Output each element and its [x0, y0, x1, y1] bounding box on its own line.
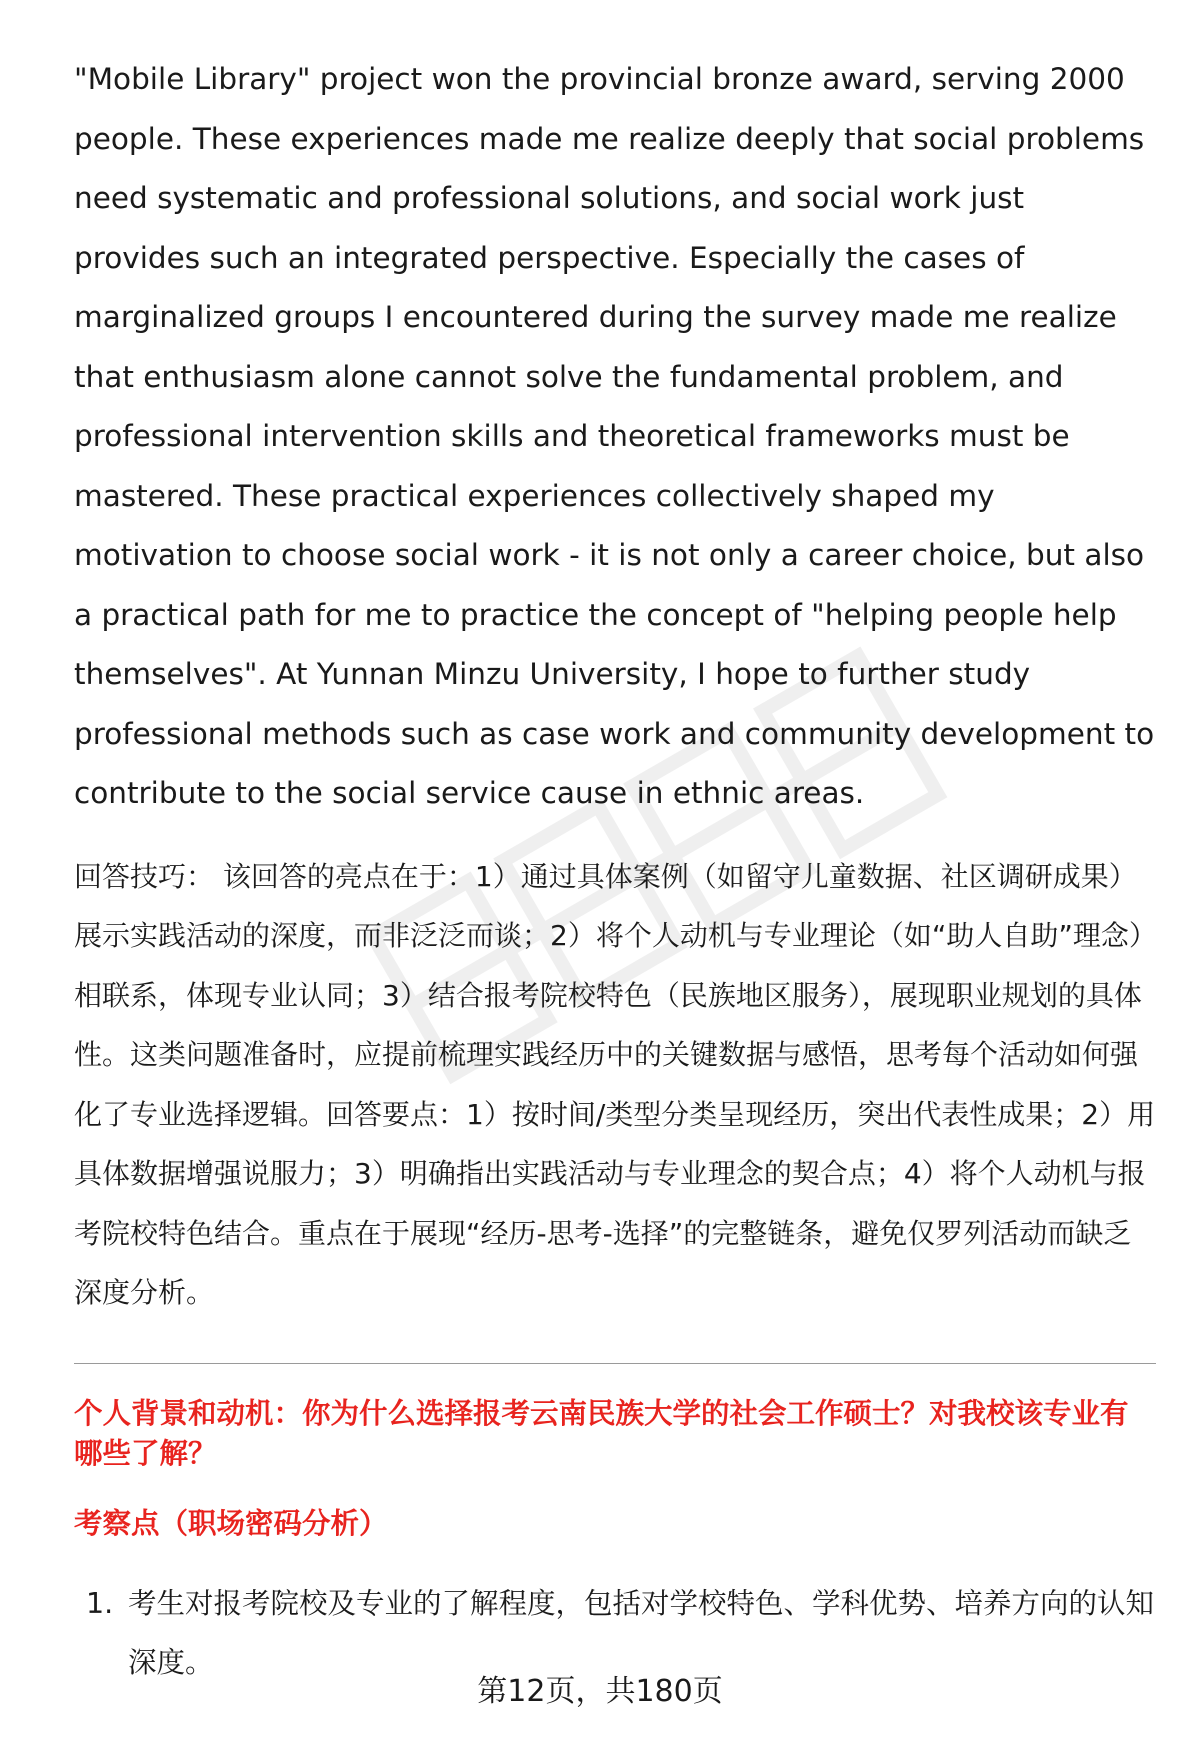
section-title: 考察点（职场密码分析）: [74, 1506, 388, 1540]
body-paragraph: "Mobile Library" project won the provincial bronze award, serving 2000 people. These experiences made me realize deeply that social problems need systematic and professional solutions, and social work just provides such an integrated perspective. Especially the cases of marginalized groups I encountered during the survey made me realize that enthusiasm alone cannot solve the fundamental problem, and professional intervention skills and theoretical frameworks must be mastered. These practical experiences collectively shaped my motivation to choose social work - it is not only a career choice, but also a practical path for me to practice the concept of "helping people help themselves". At Yunnan Minzu University, I hope to further study professional methods such as case work and community development to contribute to the social service cause in ethnic areas.: [74, 62, 1155, 810]
list-item-number: 1.: [86, 1586, 114, 1620]
page-footer: 第12页，共180页: [477, 1674, 723, 1709]
list-item-text: 考生对报考院校及专业的了解程度，包括对学校特色、学科优势、培养方向的认知深度。: [128, 1586, 1155, 1679]
question-heading: 个人背景和动机：你为什么选择报考云南民族大学的社会工作硕士？对我校该专业有哪些了解？: [74, 1396, 1129, 1470]
section-divider: [74, 1363, 1156, 1364]
document-page: [74, 50, 1156, 1692]
answer-tips-paragraph: 回答技巧： 该回答的亮点在于：1）通过具体案例（如留守儿童数据、社区调研成果）展示实践活动的深度，而非泛泛而谈；2）将个人动机与专业理论（如“助人自助”理念）相联系，体现专业认同；3）结合报考院校特色（民族地区服务），展现职业规划的具体性。这类问题准备时，应提前梳理实践经历中的关键数据与感悟，思考每个活动如何强化了专业选择逻辑。回答要点：1）按时间/类型分类呈现经历，突出代表性成果；2）用具体数据增强说服力；3）明确指出实践活动与专业理念的契合点；4）将个人动机与报考院校特色结合。重点在于展现“经历-思考-选择”的完整链条，避免仅罗列活动而缺乏深度分析。: [74, 859, 1156, 1309]
